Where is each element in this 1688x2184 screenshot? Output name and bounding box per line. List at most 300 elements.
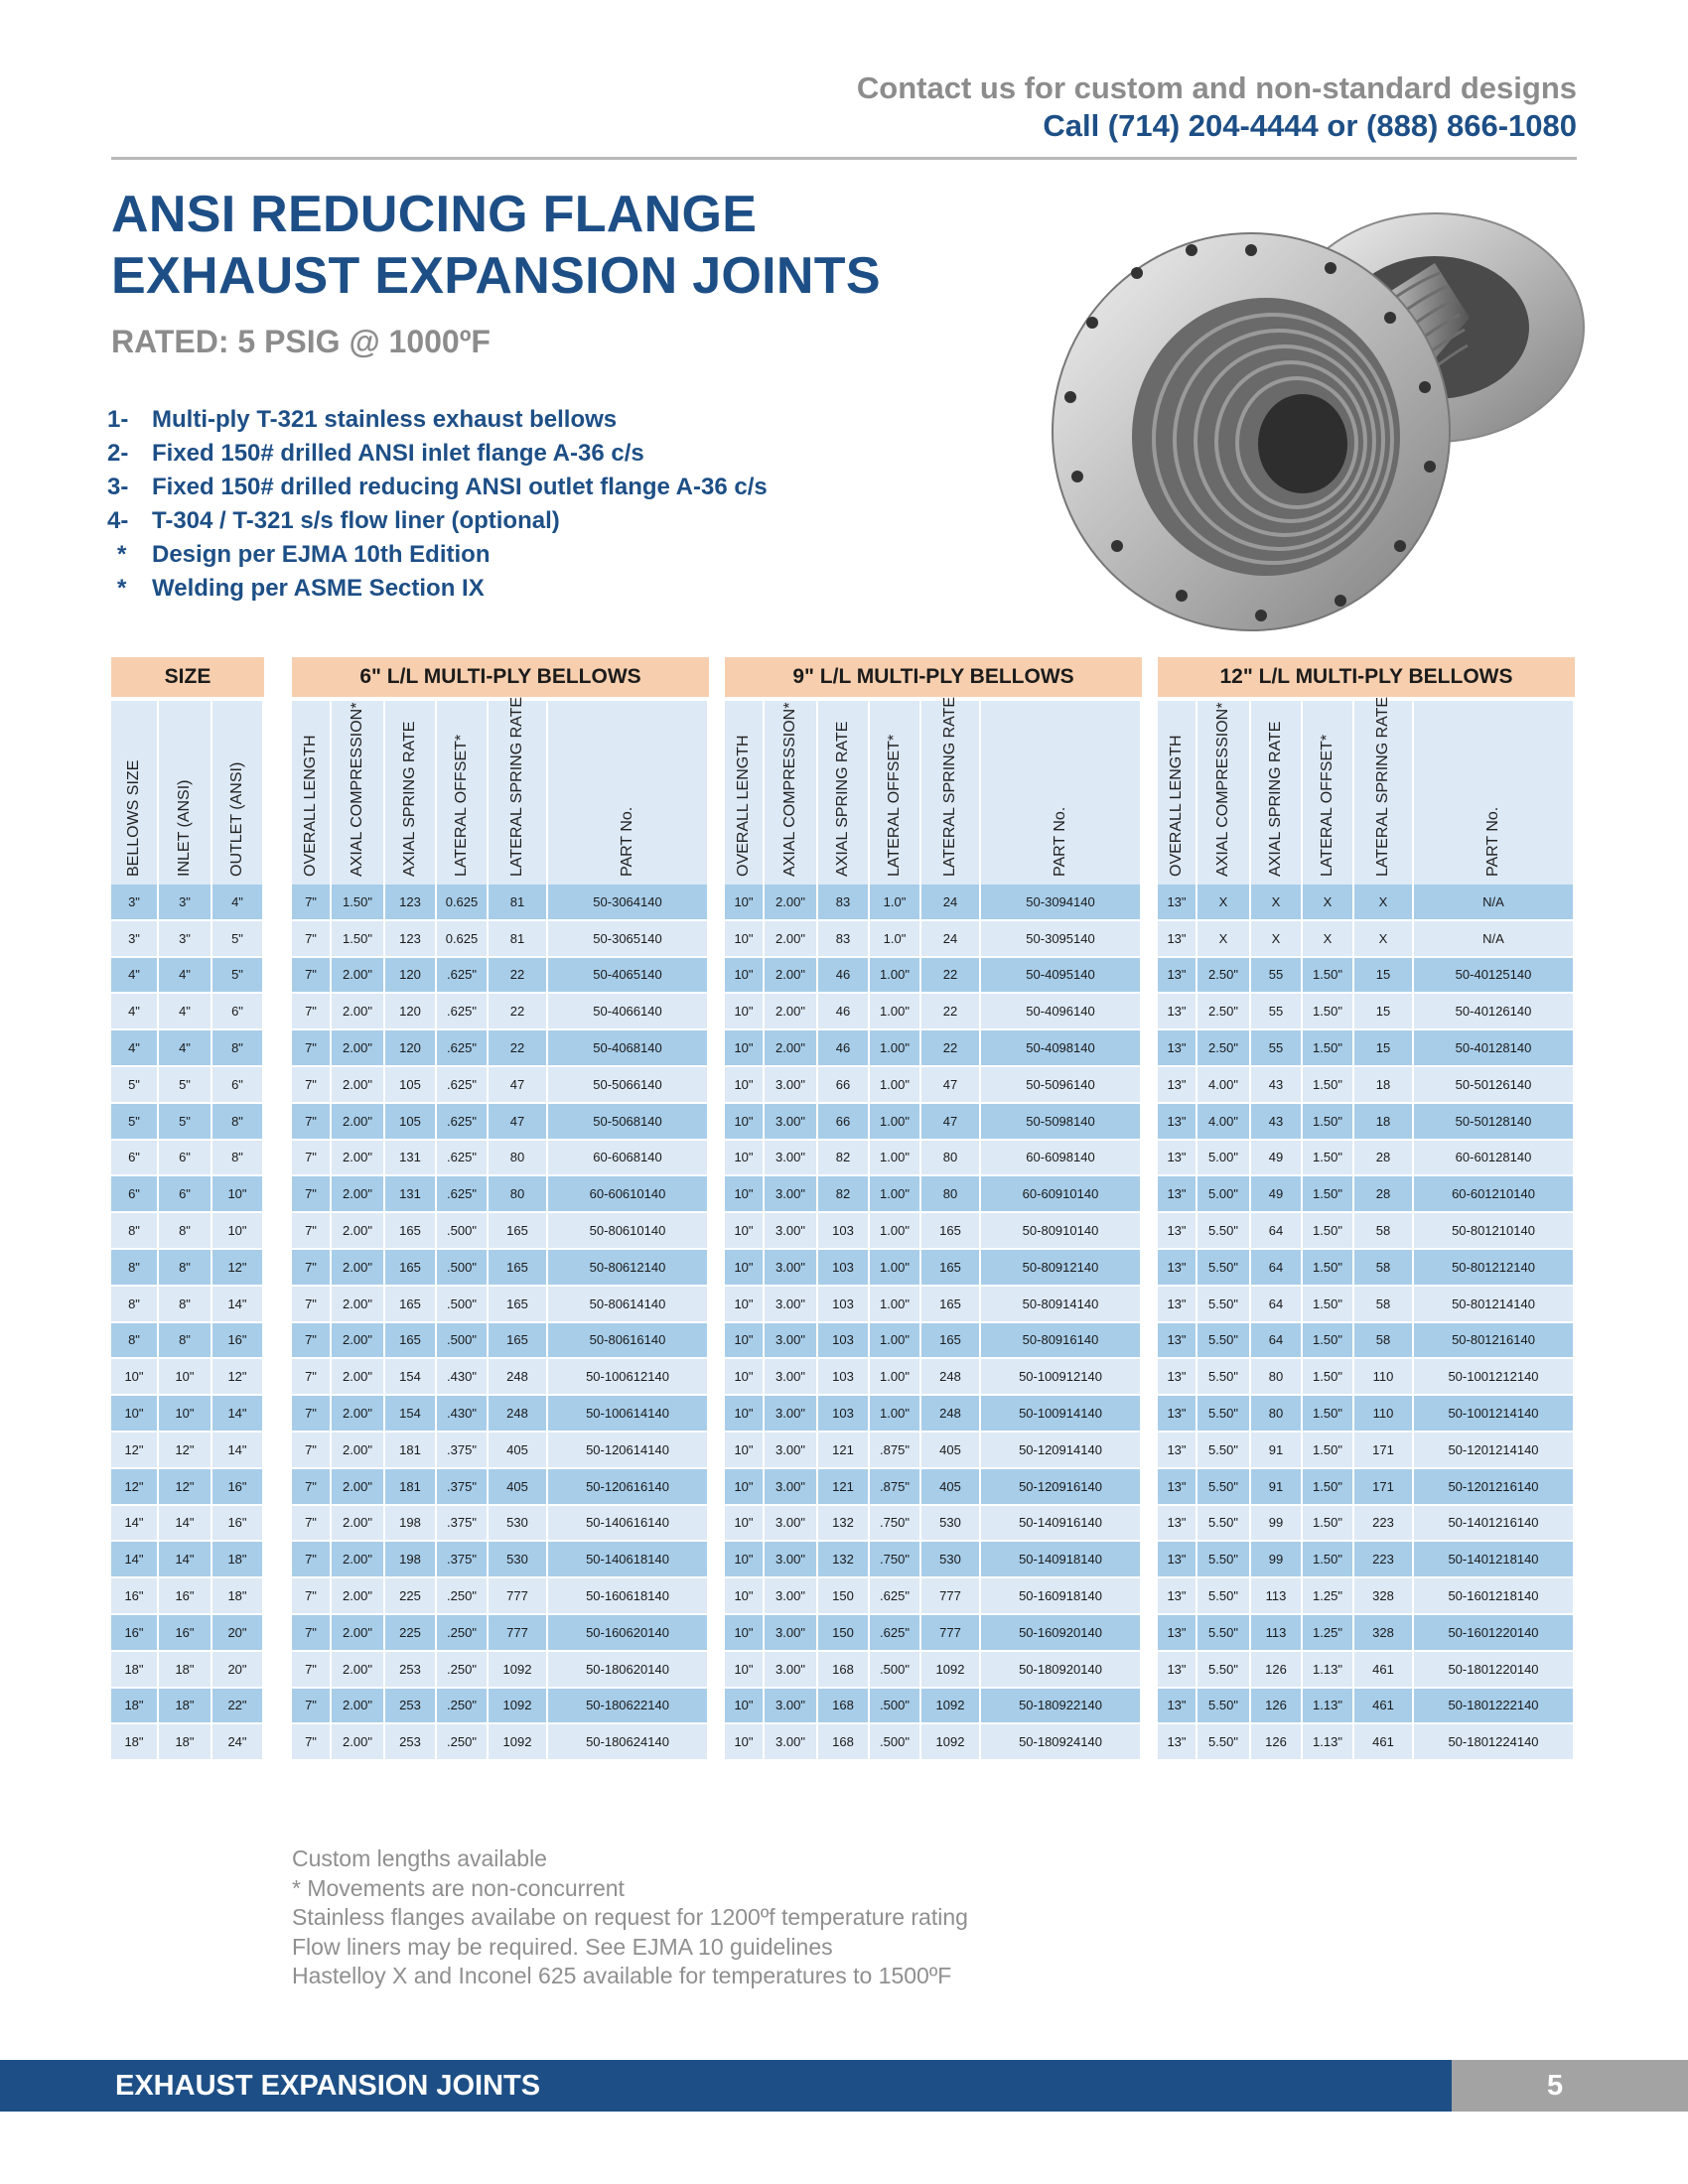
table-row (292, 1213, 709, 1250)
table-cell: 181 (385, 1469, 437, 1506)
table-cell: .500" (870, 1652, 921, 1689)
table-cell: 2.00" (332, 1506, 385, 1543)
table-cell: 60-601210140 (1414, 1176, 1575, 1213)
table-cell: 8" (212, 1030, 264, 1067)
table-cell: 1.50" (1303, 1433, 1354, 1469)
table-cell: 110 (1354, 1359, 1414, 1396)
column-header (818, 701, 870, 885)
column-header (437, 701, 489, 885)
table-cell: 16" (111, 1578, 159, 1615)
table-cell: 3.00" (765, 1250, 818, 1287)
table-cell: 3.00" (765, 1067, 818, 1104)
table-cell: 50-801216140 (1414, 1323, 1575, 1360)
table-row (292, 1104, 709, 1141)
column-header-label: BELLOWS SIZE (125, 759, 142, 877)
table-cell: 58 (1354, 1323, 1414, 1360)
feature-text: Multi-ply T-321 stainless exhaust bellows (152, 406, 618, 433)
table-cell: 103 (818, 1396, 870, 1433)
table-row (1158, 885, 1575, 921)
table-cell: 50-160620140 (548, 1615, 709, 1652)
table-cell: 8" (111, 1213, 159, 1250)
table-cell: 10" (725, 1323, 765, 1360)
table-row (292, 1652, 709, 1689)
table-cell: 7" (292, 1689, 332, 1725)
table-cell: 50-801210140 (1414, 1213, 1575, 1250)
table-cell: .750" (870, 1542, 921, 1578)
table-cell: 1.50" (332, 921, 385, 958)
table-cell: 8" (111, 1250, 159, 1287)
table-cell: 22 (489, 994, 548, 1030)
table-cell: 328 (1354, 1578, 1414, 1615)
table-cell: 3.00" (765, 1689, 818, 1725)
table-cell: 165 (489, 1323, 548, 1360)
table-group-b9 (725, 657, 1142, 1761)
table-row (1158, 1030, 1575, 1067)
table-row (1158, 921, 1575, 958)
table-cell: 1092 (921, 1689, 981, 1725)
table-cell: 120 (385, 958, 437, 995)
feature-text: Welding per ASME Section IX (152, 575, 485, 602)
table-cell: 15 (1354, 994, 1414, 1030)
table-cell: 66 (818, 1067, 870, 1104)
feature-number: 2- (107, 440, 129, 467)
table-cell: 103 (818, 1250, 870, 1287)
table-row (725, 1506, 1142, 1543)
table-cell: 22 (921, 1030, 981, 1067)
table-cell: 50-180620140 (548, 1652, 709, 1689)
table-cell: 5.50" (1197, 1652, 1251, 1689)
table-cell: 14" (212, 1287, 264, 1323)
column-header-label: OVERALL LENGTH (1168, 735, 1185, 877)
table-row (292, 1724, 709, 1761)
table-cell: 3.00" (765, 1469, 818, 1506)
column-header-label: AXIAL SPRING RATE (834, 721, 851, 877)
table-cell: 165 (489, 1250, 548, 1287)
column-header-label: AXIAL SPRING RATE (1267, 721, 1284, 877)
table-cell: 64 (1251, 1287, 1303, 1323)
table-cell: 225 (385, 1615, 437, 1652)
table-row (1158, 994, 1575, 1030)
table-cell: 132 (818, 1542, 870, 1578)
table-cell: 1.50" (1303, 1506, 1354, 1543)
table-row (725, 1104, 1142, 1141)
table-cell: 10" (725, 1724, 765, 1761)
table-cell: 121 (818, 1433, 870, 1469)
table-cell: 46 (818, 1030, 870, 1067)
table-row (292, 1323, 709, 1360)
table-cell: 64 (1251, 1323, 1303, 1360)
table-cell: 12" (212, 1250, 264, 1287)
table-cell: .375" (437, 1542, 489, 1578)
table-row (292, 994, 709, 1030)
table-cell: X (1354, 921, 1414, 958)
table-row (111, 1652, 264, 1689)
title-line-1: ANSI REDUCING FLANGE (111, 186, 758, 243)
table-cell: 13" (1158, 1506, 1197, 1543)
table-cell: 1.50" (1303, 1469, 1354, 1506)
table-cell: X (1251, 885, 1303, 921)
table-cell: 5.50" (1197, 1323, 1251, 1360)
table-cell: 3.00" (765, 1359, 818, 1396)
table-cell: 223 (1354, 1542, 1414, 1578)
table-cell: 2.00" (332, 1396, 385, 1433)
table-cell: 2.00" (765, 921, 818, 958)
table-cell: 10" (725, 1213, 765, 1250)
table-row (1158, 1578, 1575, 1615)
table-cell: 10" (725, 1542, 765, 1578)
table-cell: 80 (921, 1176, 981, 1213)
feature-item (107, 437, 768, 471)
table-cell: 50-1601220140 (1414, 1615, 1575, 1652)
page-number: 5 (1547, 2070, 1564, 2102)
table-row (292, 1250, 709, 1287)
table-cell: 7" (292, 1506, 332, 1543)
column-header (332, 701, 385, 885)
table-row (111, 1615, 264, 1652)
table-cell: 22 (921, 994, 981, 1030)
table-row (1158, 1542, 1575, 1578)
table-cell: 1.50" (1303, 958, 1354, 995)
table-cell: 13" (1158, 1141, 1197, 1177)
table-cell: 82 (818, 1141, 870, 1177)
table-cell: 13" (1158, 921, 1197, 958)
table-row (292, 1067, 709, 1104)
table-cell: 14" (111, 1542, 159, 1578)
table-cell: 81 (489, 921, 548, 958)
table-row (292, 1287, 709, 1323)
table-row (1158, 1469, 1575, 1506)
group-header: 6" L/L MULTI-PLY BELLOWS (292, 657, 709, 697)
table-cell: 50-1401218140 (1414, 1542, 1575, 1578)
table-cell: 2.00" (332, 1652, 385, 1689)
table-cell: 7" (292, 1030, 332, 1067)
table-cell: .500" (437, 1287, 489, 1323)
table-row (725, 1030, 1142, 1067)
table-cell: 50-3095140 (981, 921, 1142, 958)
table-cell: 2.00" (332, 1578, 385, 1615)
table-cell: 50-180924140 (981, 1724, 1142, 1761)
feature-item (107, 403, 768, 437)
table-row (111, 958, 264, 995)
table-row (725, 1213, 1142, 1250)
column-header (1414, 701, 1575, 885)
table-cell: 20" (212, 1652, 264, 1689)
table-cell: 1.00" (870, 1250, 921, 1287)
table-cell: 171 (1354, 1433, 1414, 1469)
table-row (725, 1724, 1142, 1761)
table-cell: 10" (725, 1615, 765, 1652)
table-cell: 5.50" (1197, 1724, 1251, 1761)
contact-line: Contact us for custom and non-standard designs (856, 70, 1577, 105)
table-row (111, 1323, 264, 1360)
table-cell: 2.00" (332, 1030, 385, 1067)
table-cell: 50-80610140 (548, 1213, 709, 1250)
table-row (725, 958, 1142, 995)
table-row (1158, 1724, 1575, 1761)
table-cell: 461 (1354, 1689, 1414, 1725)
group-header: 9" L/L MULTI-PLY BELLOWS (725, 657, 1142, 697)
table-cell: 7" (292, 1724, 332, 1761)
table-cell: 1.50" (1303, 1030, 1354, 1067)
table-row (725, 994, 1142, 1030)
table-row (292, 1176, 709, 1213)
column-header-label: LATERAL SPRING RATE (508, 696, 525, 877)
table-cell: 6" (111, 1141, 159, 1177)
table-cell: .875" (870, 1469, 921, 1506)
table-cell: 64 (1251, 1250, 1303, 1287)
table-cell: 1.00" (870, 1067, 921, 1104)
table-cell: 10" (725, 1104, 765, 1141)
table-cell: 5.50" (1197, 1213, 1251, 1250)
table-row (725, 1287, 1142, 1323)
table-cell: 461 (1354, 1652, 1414, 1689)
table-cell: 58 (1354, 1250, 1414, 1287)
table-row (725, 1250, 1142, 1287)
table-cell: X (1303, 885, 1354, 921)
table-cell: 16" (212, 1323, 264, 1360)
table-cell: 1.50" (1303, 1287, 1354, 1323)
table-cell: 6" (212, 1067, 264, 1104)
note-line: Flow liners may be required. See EJMA 10 guidelines (292, 1933, 833, 1960)
table-row (1158, 1359, 1575, 1396)
feature-text: T-304 / T-321 s/s flow liner (optional) (152, 507, 560, 534)
table-cell: 126 (1251, 1724, 1303, 1761)
table-cell: 3.00" (765, 1323, 818, 1360)
table-cell: 3" (159, 921, 212, 958)
table-cell: 80 (1251, 1396, 1303, 1433)
table-cell: 103 (818, 1213, 870, 1250)
table-cell: 7" (292, 1104, 332, 1141)
table-cell: 3" (111, 921, 159, 958)
feature-number: 1- (107, 406, 129, 433)
table-cell: .625" (870, 1615, 921, 1652)
table-cell: 2.00" (332, 1323, 385, 1360)
table-cell: .750" (870, 1506, 921, 1543)
table-row (111, 1578, 264, 1615)
table-cell: 7" (292, 1652, 332, 1689)
table-cell: 1.50" (1303, 1323, 1354, 1360)
table-cell: .375" (437, 1433, 489, 1469)
table-cell: 50-160618140 (548, 1578, 709, 1615)
table-cell: 18 (1354, 1104, 1414, 1141)
table-row (292, 885, 709, 921)
table-cell: .250" (437, 1615, 489, 1652)
table-cell: 18" (159, 1689, 212, 1725)
table-cell: 405 (489, 1433, 548, 1469)
table-cell: 1.50" (1303, 1141, 1354, 1177)
table-cell: 50-160920140 (981, 1615, 1142, 1652)
note-line: Stainless flanges availabe on request for 1200ºf temperature rating (292, 1904, 968, 1931)
column-header (1303, 701, 1354, 885)
table-row (292, 1469, 709, 1506)
table-cell: 50-180622140 (548, 1689, 709, 1725)
table-row (1158, 1067, 1575, 1104)
column-headers (1158, 696, 1575, 885)
contact-block (857, 69, 1577, 145)
table-cell: 5" (159, 1104, 212, 1141)
table-cell: 7" (292, 1067, 332, 1104)
table-cell: 50-4068140 (548, 1030, 709, 1067)
table-cell: 14" (111, 1506, 159, 1543)
table-cell: 50-3065140 (548, 921, 709, 958)
table-cell: 121 (818, 1469, 870, 1506)
table-row (111, 1141, 264, 1177)
table-cell: 3.00" (765, 1141, 818, 1177)
table-cell: 5" (212, 921, 264, 958)
table-cell: 81 (489, 885, 548, 921)
table-cell: 15 (1354, 1030, 1414, 1067)
table-cell: 13" (1158, 1396, 1197, 1433)
table-cell: 6" (159, 1141, 212, 1177)
table-cell: 123 (385, 921, 437, 958)
table-cell: 10" (725, 994, 765, 1030)
table-row (292, 1030, 709, 1067)
table-cell: 80 (489, 1141, 548, 1177)
table-cell: 8" (111, 1287, 159, 1323)
table-cell: 50-5068140 (548, 1104, 709, 1141)
table-cell: 8" (212, 1104, 264, 1141)
rating-subtitle: RATED: 5 PSIG @ 1000ºF (111, 324, 491, 359)
table-cell: 1.13" (1303, 1724, 1354, 1761)
table-cell: X (1197, 885, 1251, 921)
table-cell: 165 (921, 1287, 981, 1323)
table-cell: 5.00" (1197, 1141, 1251, 1177)
table-cell: 2.00" (332, 1250, 385, 1287)
column-header (1354, 696, 1414, 885)
table-cell: 105 (385, 1067, 437, 1104)
table-cell: 5" (212, 958, 264, 995)
table-cell: 165 (385, 1213, 437, 1250)
table-cell: 2.00" (332, 994, 385, 1030)
column-header (921, 696, 981, 885)
table-cell: 50-1601218140 (1414, 1578, 1575, 1615)
table-cell: 50-140918140 (981, 1542, 1142, 1578)
expansion-joint-photo (1043, 179, 1599, 635)
table-cell: 13" (1158, 1213, 1197, 1250)
table-cell: 248 (489, 1359, 548, 1396)
table-cell: 113 (1251, 1578, 1303, 1615)
table-cell: 13" (1158, 1250, 1197, 1287)
table-cell: 24" (212, 1724, 264, 1761)
table-cell: 110 (1354, 1396, 1414, 1433)
table-cell: .625" (437, 1141, 489, 1177)
table-cell: 7" (292, 1615, 332, 1652)
table-cell: 5" (111, 1104, 159, 1141)
table-cell: 5" (111, 1067, 159, 1104)
table-cell: 405 (921, 1433, 981, 1469)
table-row (725, 1433, 1142, 1469)
table-cell: 5.50" (1197, 1396, 1251, 1433)
column-header-label: PART No. (619, 806, 635, 877)
column-header (159, 701, 212, 885)
table-cell: 777 (921, 1578, 981, 1615)
table-cell: 1.50" (1303, 1396, 1354, 1433)
table-cell: 8" (159, 1323, 212, 1360)
feature-text: Fixed 150# drilled ANSI inlet flange A-36 c/s (152, 440, 644, 467)
table-cell: 7" (292, 958, 332, 995)
table-cell: 3.00" (765, 1287, 818, 1323)
table-cell: 50-120614140 (548, 1433, 709, 1469)
table-cell: 2.00" (332, 1176, 385, 1213)
table-cell: 2.50" (1197, 1030, 1251, 1067)
table-cell: 55 (1251, 994, 1303, 1030)
table-cell: 10" (725, 1578, 765, 1615)
column-header-label: AXIAL SPRING RATE (401, 721, 418, 877)
table-cell: 10" (725, 1506, 765, 1543)
table-cell: 4.00" (1197, 1104, 1251, 1141)
table-cell: 168 (818, 1652, 870, 1689)
table-cell: 777 (489, 1615, 548, 1652)
table-cell: 1.00" (870, 1141, 921, 1177)
table-cell: 253 (385, 1652, 437, 1689)
table-cell: 18 (1354, 1067, 1414, 1104)
table-cell: 5.50" (1197, 1469, 1251, 1506)
table-cell: 14" (212, 1396, 264, 1433)
table-cell: 1.00" (870, 1030, 921, 1067)
table-cell: 18" (111, 1652, 159, 1689)
table-row (111, 1542, 264, 1578)
table-cell: 4.00" (1197, 1067, 1251, 1104)
table-row (292, 1578, 709, 1615)
table-cell: 60-60610140 (548, 1176, 709, 1213)
table-cell: 50-50128140 (1414, 1104, 1575, 1141)
table-cell: 405 (489, 1469, 548, 1506)
table-cell: 3.00" (765, 1506, 818, 1543)
table-cell: 8" (159, 1250, 212, 1287)
table-row (725, 1141, 1142, 1177)
table-cell: 47 (489, 1104, 548, 1141)
table-cell: 2.00" (332, 1359, 385, 1396)
table-cell: 7" (292, 1396, 332, 1433)
table-row (1158, 958, 1575, 995)
table-cell: 8" (159, 1213, 212, 1250)
table-cell: 50-5066140 (548, 1067, 709, 1104)
table-cell: 1.00" (870, 1104, 921, 1141)
table-cell: 7" (292, 1578, 332, 1615)
table-row (111, 1396, 264, 1433)
table-cell: 10" (725, 1652, 765, 1689)
table-cell: 80 (489, 1176, 548, 1213)
table-cell: 13" (1158, 1030, 1197, 1067)
table-cell: 168 (818, 1724, 870, 1761)
phone-line: Call (714) 204-4444 or (888) 866-1080 (1043, 108, 1577, 143)
table-cell: 248 (489, 1396, 548, 1433)
footer-title: EXHAUST EXPANSION JOINTS (115, 2070, 541, 2102)
table-row (111, 1469, 264, 1506)
feature-list (107, 403, 768, 606)
table-cell: 12" (111, 1469, 159, 1506)
table-row (292, 1506, 709, 1543)
table-row (111, 921, 264, 958)
table-cell: 5.50" (1197, 1287, 1251, 1323)
column-header (981, 701, 1142, 885)
table-cell: .500" (870, 1689, 921, 1725)
table-cell: 5.50" (1197, 1359, 1251, 1396)
table-cell: 1.25" (1303, 1615, 1354, 1652)
table-cell: 14" (159, 1506, 212, 1543)
table-cell: 10" (212, 1176, 264, 1213)
table-row (725, 1176, 1142, 1213)
table-cell: 22 (489, 958, 548, 995)
table-row (111, 1359, 264, 1396)
table-cell: .375" (437, 1469, 489, 1506)
table-cell: 3" (111, 885, 159, 921)
table-cell: .625" (437, 1176, 489, 1213)
table-cell: 10" (725, 885, 765, 921)
table-cell: 13" (1158, 1652, 1197, 1689)
table-cell: 50-4096140 (981, 994, 1142, 1030)
table-cell: 50-5096140 (981, 1067, 1142, 1104)
